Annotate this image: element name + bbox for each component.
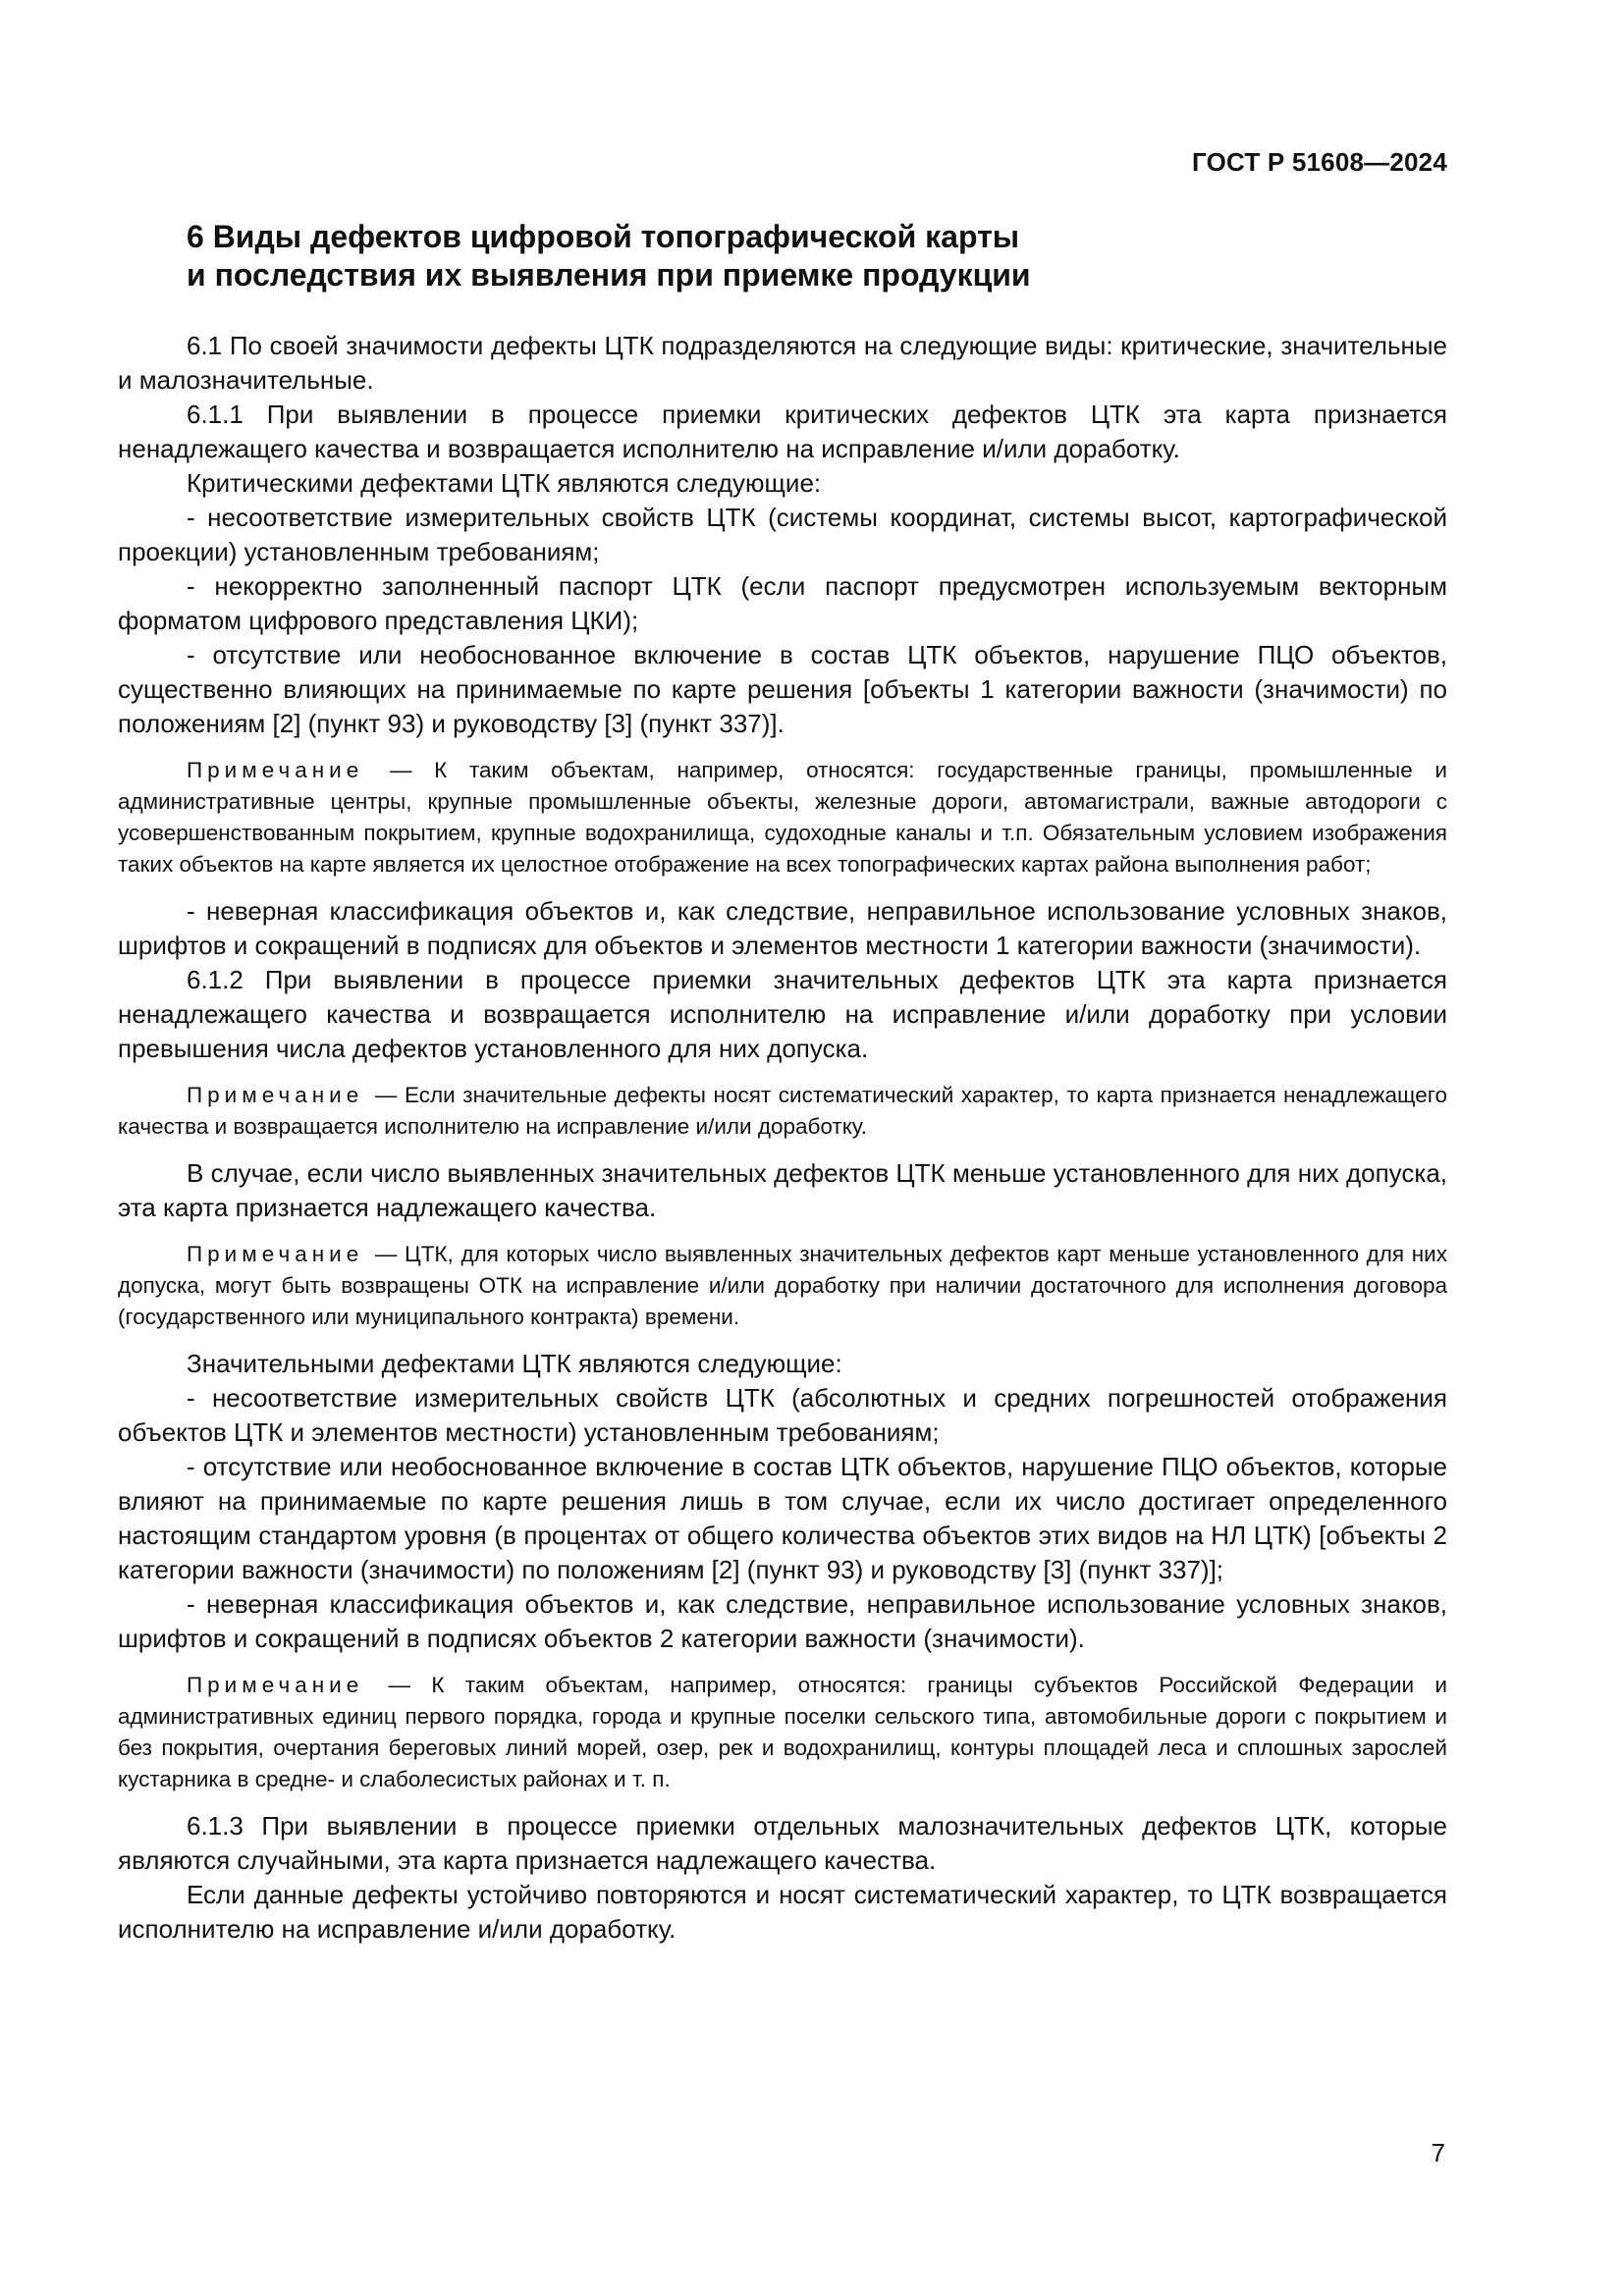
paragraph-case: В случае, если число выявленных значительных дефектов ЦТК меньше установленного для них допуска, эта карта признается надлежащего качества. bbox=[118, 1158, 1447, 1222]
note-4 bbox=[118, 1670, 1447, 1795]
note-label: Примечание bbox=[187, 1083, 364, 1107]
paragraph-repeat: Если данные дефекты устойчиво повторяются и носят систематический характер, то ЦТК возвращается исполнителю на исправление и/или доработку. bbox=[118, 1880, 1447, 1944]
note-3-text: — ЦТК, для которых число выявленных значительных дефектов карт меньше установленного для них допуска, могут быть возвращены ОТК на исправление и/или доработку при наличии достаточного для исполнения договора (государственного или муниципального контракта) времени. bbox=[118, 1242, 1447, 1329]
paragraph-6-1-1: 6.1.1 При выявлении в процессе приемки критических дефектов ЦТК эта карта признается ненадлежащего качества и возвращается исполнителю на исправление и/или доработку. bbox=[118, 400, 1447, 463]
note-1-text: — К таким объектам, например, относятся: государственные границы, промышленные и административные центры, крупные промышленные объекты, железные дороги, автомагистрали, важные автодороги с усовершенствованным покрытием, крупные водохранилища, судоходные каналы и т.п. Обязательным условием изображения таких объектов на карте является их целостное отображение на всех топографических картах района выполнения работ; bbox=[118, 758, 1447, 877]
note-label: Примечание bbox=[187, 1673, 364, 1697]
section-title-line-2: и последствия их выявления при приемке продукции bbox=[187, 257, 1031, 293]
section-title bbox=[187, 218, 1443, 294]
critical-defect-item-1: - несоответствие измерительных свойств ЦТК (системы координат, системы высот, картографической проекции) установленным требованиям; bbox=[118, 503, 1447, 566]
critical-defects-intro: Критическими дефектами ЦТК являются следующие: bbox=[187, 468, 822, 498]
note-4-text: — К таким объектам, например, относятся: границы субъектов Российской Федерации и административных единиц первого порядка, города и крупные поселки сельского типа, автомобильные дороги с покрытием и без покрытия, очертания береговых линий морей, озер, рек и водохранилищ, контуры площадей леса и сплошных зарослей кустарника в средне- и слаболесистых районах и т. п. bbox=[118, 1673, 1447, 1791]
critical-defect-item-3: - отсутствие или необоснованное включение в состав ЦТК объектов, нарушение ПЦО объектов, существенно влияющих на принимаемые по карте решения [объекты 1 категории важности (значимости) по положениям [2] (пункт 93) и руководству [3] (пункт 337)]. bbox=[118, 640, 1447, 738]
critical-defect-item-2: - некорректно заполненный паспорт ЦТК (если паспорт предусмотрен используемым векторным форматом цифрового представления ЦКИ); bbox=[118, 571, 1447, 635]
note-3 bbox=[118, 1239, 1447, 1333]
note-2-text: — Если значительные дефекты носят систематический характер, то карта признается ненадлежащего качества и возвращается исполнителю на исправление и/или доработку. bbox=[118, 1083, 1447, 1139]
section-content bbox=[118, 329, 1447, 1947]
note-1 bbox=[118, 755, 1447, 881]
note-2 bbox=[118, 1080, 1447, 1143]
significant-defects-intro: Значительными дефектами ЦТК являются следующие: bbox=[187, 1349, 842, 1378]
note-label: Примечание bbox=[187, 1242, 364, 1266]
paragraph-6-1-3: 6.1.3 При выявлении в процессе приемки отдельных малозначительных дефектов ЦТК, которые являются случайными, эта карта признается надлежащего качества. bbox=[118, 1811, 1447, 1875]
significant-defect-item-3: - неверная классификация объектов и, как следствие, неправильное использование условных знаков, шрифтов и сокращений в подписях объектов 2 категории важности (значимости). bbox=[118, 1589, 1447, 1653]
note-label: Примечание bbox=[187, 758, 364, 782]
significant-defect-item-1: - несоответствие измерительных свойств ЦТК (абсолютных и средних погрешностей отображения объектов ЦТК и элементов местности) установленным требованиям; bbox=[118, 1383, 1447, 1447]
critical-defect-item-4: - неверная классификация объектов и, как следствие, неправильное использование условных знаков, шрифтов и сокращений в подписях для объектов и элементов местности 1 категории важности (значимости). bbox=[118, 896, 1447, 960]
page-number: 7 bbox=[1431, 2138, 1445, 2167]
document-code: ГОСТ Р 51608—2024 bbox=[1192, 147, 1447, 177]
paragraph-6-1: 6.1 По своей значимости дефекты ЦТК подразделяются на следующие виды: критические, значительные и малозначительные. bbox=[118, 331, 1447, 395]
significant-defect-item-2: - отсутствие или необоснованное включение в состав ЦТК объектов, нарушение ПЦО объектов, которые влияют на принимаемые по карте решения лишь в том случае, если их число достигает определенного настоящим стандартом уровня (в процентах от общего количества объектов этих видов на НЛ ЦТК) [объекты 2 категории важности (значимости) по положениям [2] (пункт 93) и руководству [3] (пункт 337)]; bbox=[118, 1452, 1447, 1584]
paragraph-6-1-2: 6.1.2 При выявлении в процессе приемки значительных дефектов ЦТК эта карта признается ненадлежащего качества и возвращается исполнителю на исправление и/или доработку при условии превышения числа дефектов установленного для них допуска. bbox=[118, 965, 1447, 1063]
section-title-line-1: 6 Виды дефектов цифровой топографической карты bbox=[187, 219, 1020, 254]
